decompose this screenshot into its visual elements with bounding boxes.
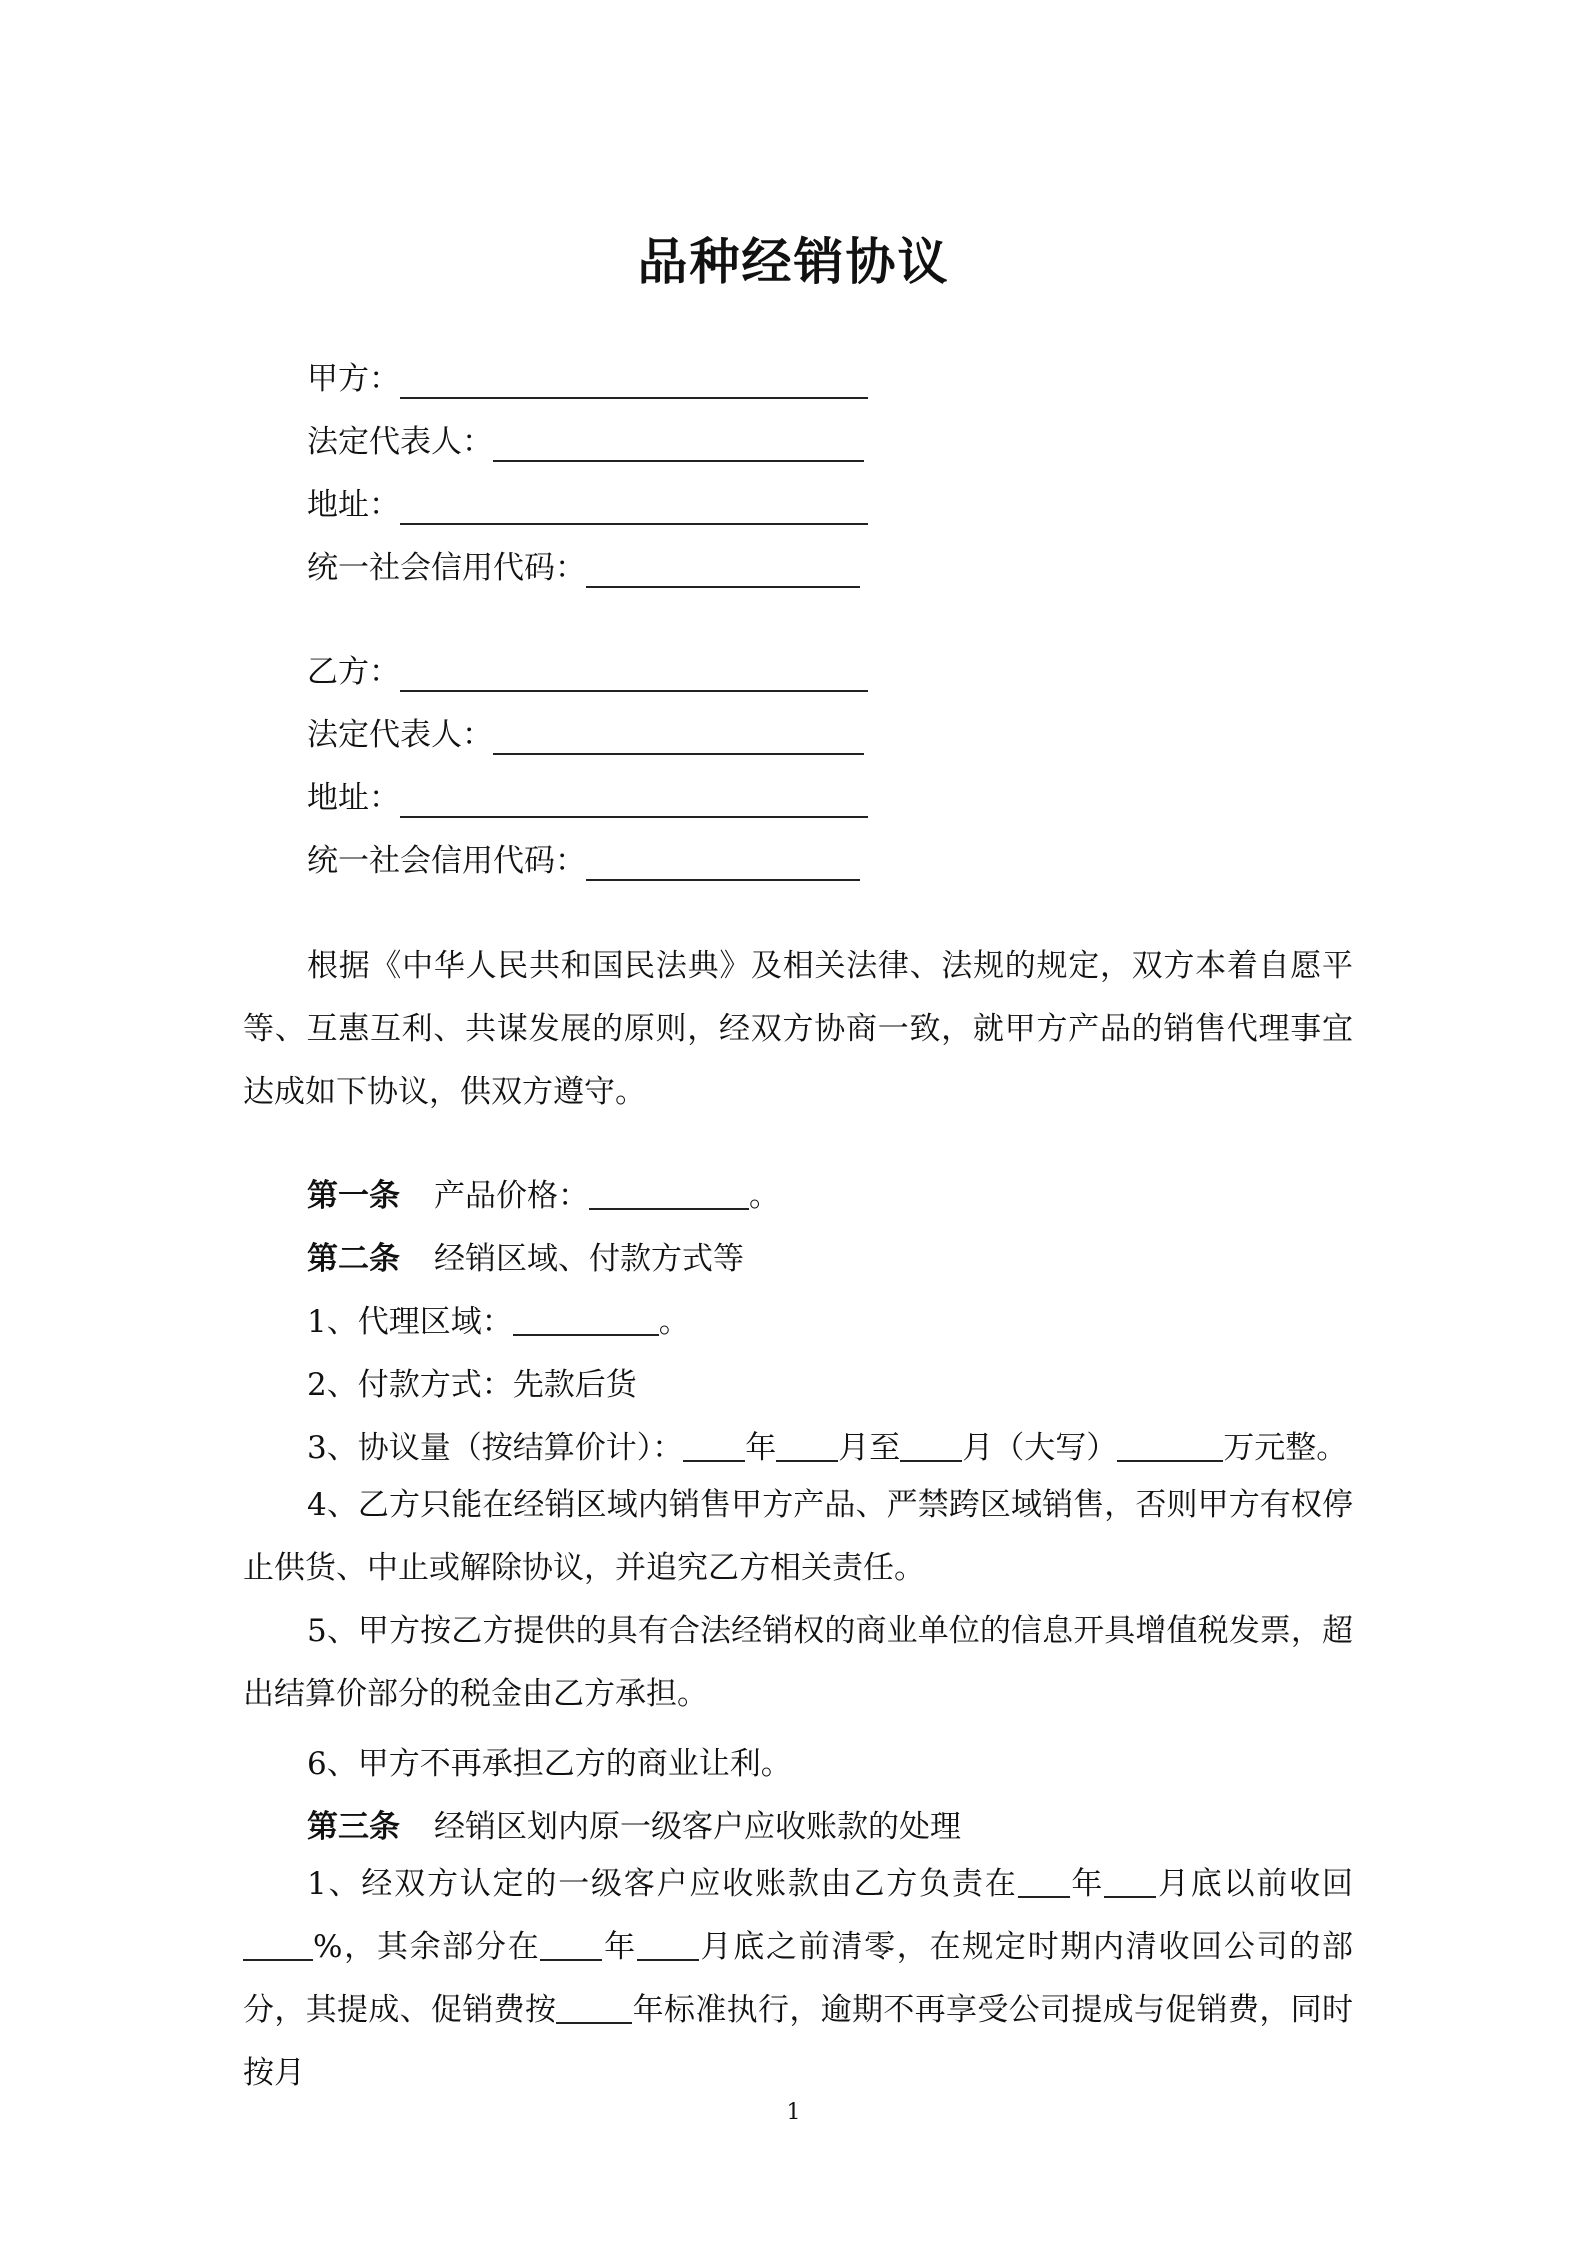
article-1-text: 产品价格： [434, 1178, 589, 1214]
party-a-name-field [307, 359, 868, 399]
product-price-blank[interactable] [589, 1178, 749, 1210]
party-a-credit-code-field [307, 548, 860, 588]
article-2-item-4: 4、乙方只能在经销区域内销售甲方产品、严禁跨区域销售，否则甲方有权停止供货、中止或解除协议，并追究乙方相关责任。 [243, 1487, 1353, 1586]
receivables-percent-blank[interactable] [243, 1929, 313, 1961]
commission-year-blank[interactable] [556, 1992, 632, 2024]
party-a-credit-code-blank[interactable] [586, 554, 860, 588]
volume-uppercase-text: 月（大写） [962, 1430, 1118, 1466]
volume-amount-blank[interactable] [1117, 1430, 1223, 1462]
receivables-text-a: 1、经双方认定的一级客户应收账款由乙方负责在 [307, 1866, 1018, 1902]
article-2 [307, 1239, 744, 1279]
article-2-text: 经销区域、付款方式等 [434, 1241, 744, 1277]
party-b-credit-code-field [307, 841, 860, 881]
clearance-month-text: 月底之前清零，在规定时期内清收回公司的部分，其提成、促销费按 [243, 1929, 1354, 2028]
article-2-item-5: 5、甲方按乙方提供的具有合法经销权的商业单位的信息开具增值税发票，超出结算价部分的税金由乙方承担。 [243, 1613, 1353, 1712]
agency-region-blank[interactable] [513, 1304, 659, 1336]
party-a-rep-label: 法定代表人： [307, 424, 493, 460]
party-b-address-field [307, 778, 868, 818]
volume-start-month-blank[interactable] [776, 1430, 838, 1462]
article-2-item-1 [307, 1302, 690, 1342]
article-2-item-6: 6、甲方不再承担乙方的商业让利。 [307, 1746, 792, 1782]
party-b-rep-label: 法定代表人： [307, 717, 493, 753]
party-b-name-label: 乙方： [307, 654, 400, 690]
clearance-year-text: 年 [602, 1929, 637, 1965]
volume-end-month-blank[interactable] [900, 1430, 962, 1462]
party-b-credit-code-blank[interactable] [586, 847, 860, 881]
page-number: 1 [786, 2100, 801, 2125]
volume-year-text: 年 [745, 1430, 777, 1466]
article-2-item-1-end: 。 [658, 1304, 690, 1340]
volume-unit-text: 万元整。 [1223, 1430, 1348, 1466]
party-a-address-blank[interactable] [400, 491, 868, 525]
party-b-address-blank[interactable] [400, 784, 868, 818]
article-1-heading: 第一条 [307, 1178, 400, 1214]
receivables-percent-text: %，其余部分在 [313, 1929, 541, 1965]
party-b-rep-field [307, 715, 864, 755]
party-a-rep-field [307, 422, 864, 462]
party-a-address-field [307, 485, 868, 525]
article-1 [307, 1176, 780, 1216]
party-a-address-label: 地址： [307, 487, 400, 523]
article-2-item-3 [307, 1428, 1347, 1468]
volume-month-to-text: 月至 [838, 1430, 901, 1466]
party-b-name-blank[interactable] [400, 658, 868, 692]
party-a-rep-blank[interactable] [493, 428, 864, 462]
commission-standard-text: 年标准执行，逾期不再享受公司提成与促销费，同时按月 [243, 1992, 1354, 2091]
article-3-text: 经销区划内原一级客户应收账款的处理 [434, 1809, 961, 1845]
volume-start-year-blank[interactable] [683, 1430, 745, 1462]
receivables-year-blank[interactable] [1018, 1866, 1070, 1898]
receivables-month-text: 月底以前收回 [1156, 1866, 1354, 1902]
agreement-volume-label: 3、协议量（按结算价计）： [307, 1430, 684, 1466]
party-a-name-blank[interactable] [400, 365, 868, 399]
article-1-end: 。 [749, 1178, 780, 1214]
article-3-item-1 [243, 1853, 1353, 2105]
receivables-month-blank[interactable] [1104, 1866, 1156, 1898]
article-2-item-2: 2、付款方式：先款后货 [307, 1367, 637, 1403]
party-b-rep-blank[interactable] [493, 721, 864, 755]
clearance-year-blank[interactable] [540, 1929, 602, 1961]
receivables-year-text: 年 [1069, 1866, 1105, 1902]
article-2-item-1-label: 1、代理区域： [307, 1304, 513, 1340]
article-3 [307, 1807, 961, 1847]
article-2-heading: 第二条 [307, 1241, 400, 1277]
preamble-paragraph: 根据《中华人民共和国民法典》及相关法律、法规的规定，双方本着自愿平等、互惠互利、共谋发展的原则，经双方协商一致，就甲方产品的销售代理事宜达成如下协议，供双方遵守。 [243, 948, 1353, 1110]
party-a-name-label: 甲方： [307, 361, 400, 397]
party-b-address-label: 地址： [307, 780, 400, 816]
document-title: 品种经销协议 [637, 232, 950, 291]
party-a-credit-code-label: 统一社会信用代码： [307, 550, 586, 586]
party-b-credit-code-label: 统一社会信用代码： [307, 843, 586, 879]
article-3-heading: 第三条 [307, 1809, 400, 1845]
party-b-name-field [307, 652, 868, 692]
clearance-month-blank[interactable] [637, 1929, 699, 1961]
